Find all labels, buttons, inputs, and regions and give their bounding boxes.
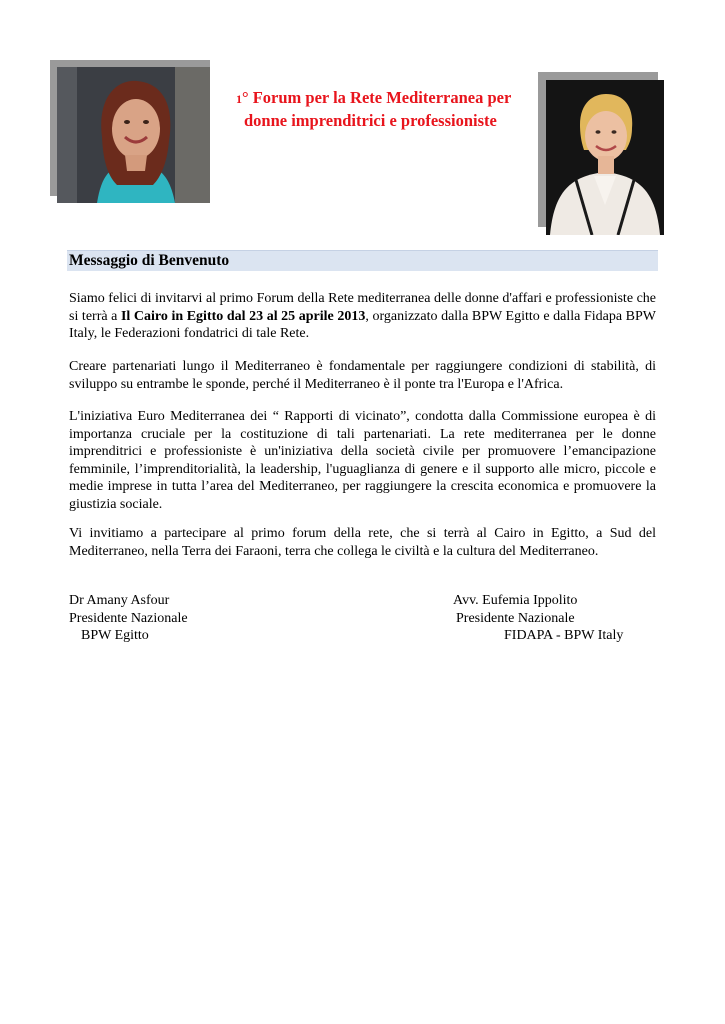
paragraph-invitation-end: , organizzato dalla BPW Egitto e dalla Fidapa BPW Italy, le Federazioni fondatrici di tale Rete. (69, 308, 656, 341)
signatory-role-right: Presidente Nazionale (456, 610, 575, 626)
paragraph-invitation (69, 290, 656, 343)
forum-title (236, 87, 536, 131)
signatory-org-right: FIDAPA - BPW Italy (504, 628, 624, 643)
section-heading-bar (67, 250, 658, 271)
title-number: 1 (236, 92, 242, 106)
paragraph-initiative: L'iniziativa Euro Mediterranea dei “ Rapporti di vicinato”, condotta dalla Commissione europea è di importanza cruciale per la costituzione di tali partenariati. La rete mediterranea per le donne imprenditrici e professioniste è un'iniziativa della società civile per promuovere l’emancipazione femminile, l’imprenditorialità, la leadership, l'uguaglianza di genere e il supporto alle micro, piccole e medie imprese in tutta l’area del Mediterraneo, per raggiungere la crescita economica e promuovere la giustizia sociale. (69, 409, 656, 512)
signatory-name-left: Dr Amany Asfour (69, 593, 170, 608)
title-line-1: ° Forum per la Rete Mediterranea per (242, 88, 512, 107)
signatory-org-left: BPW Egitto (81, 628, 149, 643)
paragraph-invitation-start: Siamo felici di invitarvi al primo Forum della Rete mediterranea delle donne d'affari e professioniste che si terrà a (69, 291, 656, 324)
signature-left (69, 592, 188, 645)
paragraph-call-to-participate: Vi invitiamo a partecipare al primo forum della rete, che si terrà al Cairo in Egitto, a Sud del Mediterraneo, nella Terra dei Faraoni, terra che collega le civiltà e la cultura del Mediterraneo. (69, 526, 656, 559)
paragraph-partnerships: Creare partenariati lungo il Mediterraneo è fondamentale per raggiungere condizioni di stabilità, di sviluppo su entrambe le sponde, perché il Mediterraneo è il ponte tra l'Europa e l'Africa. (69, 359, 656, 392)
section-heading: Messaggio di Benvenuto (69, 252, 230, 269)
title-line-2: donne imprenditrici e professioniste (244, 111, 497, 130)
signature-right (453, 592, 623, 645)
event-location-dates: Il Cairo in Egitto dal 23 al 25 aprile 2013 (120, 308, 366, 324)
portrait-photo-left (57, 67, 210, 203)
portrait-photo-right (546, 80, 664, 235)
signatory-name-right: Avv. Eufemia Ippolito (453, 593, 578, 608)
signatory-role-left: Presidente Nazionale (69, 610, 188, 626)
